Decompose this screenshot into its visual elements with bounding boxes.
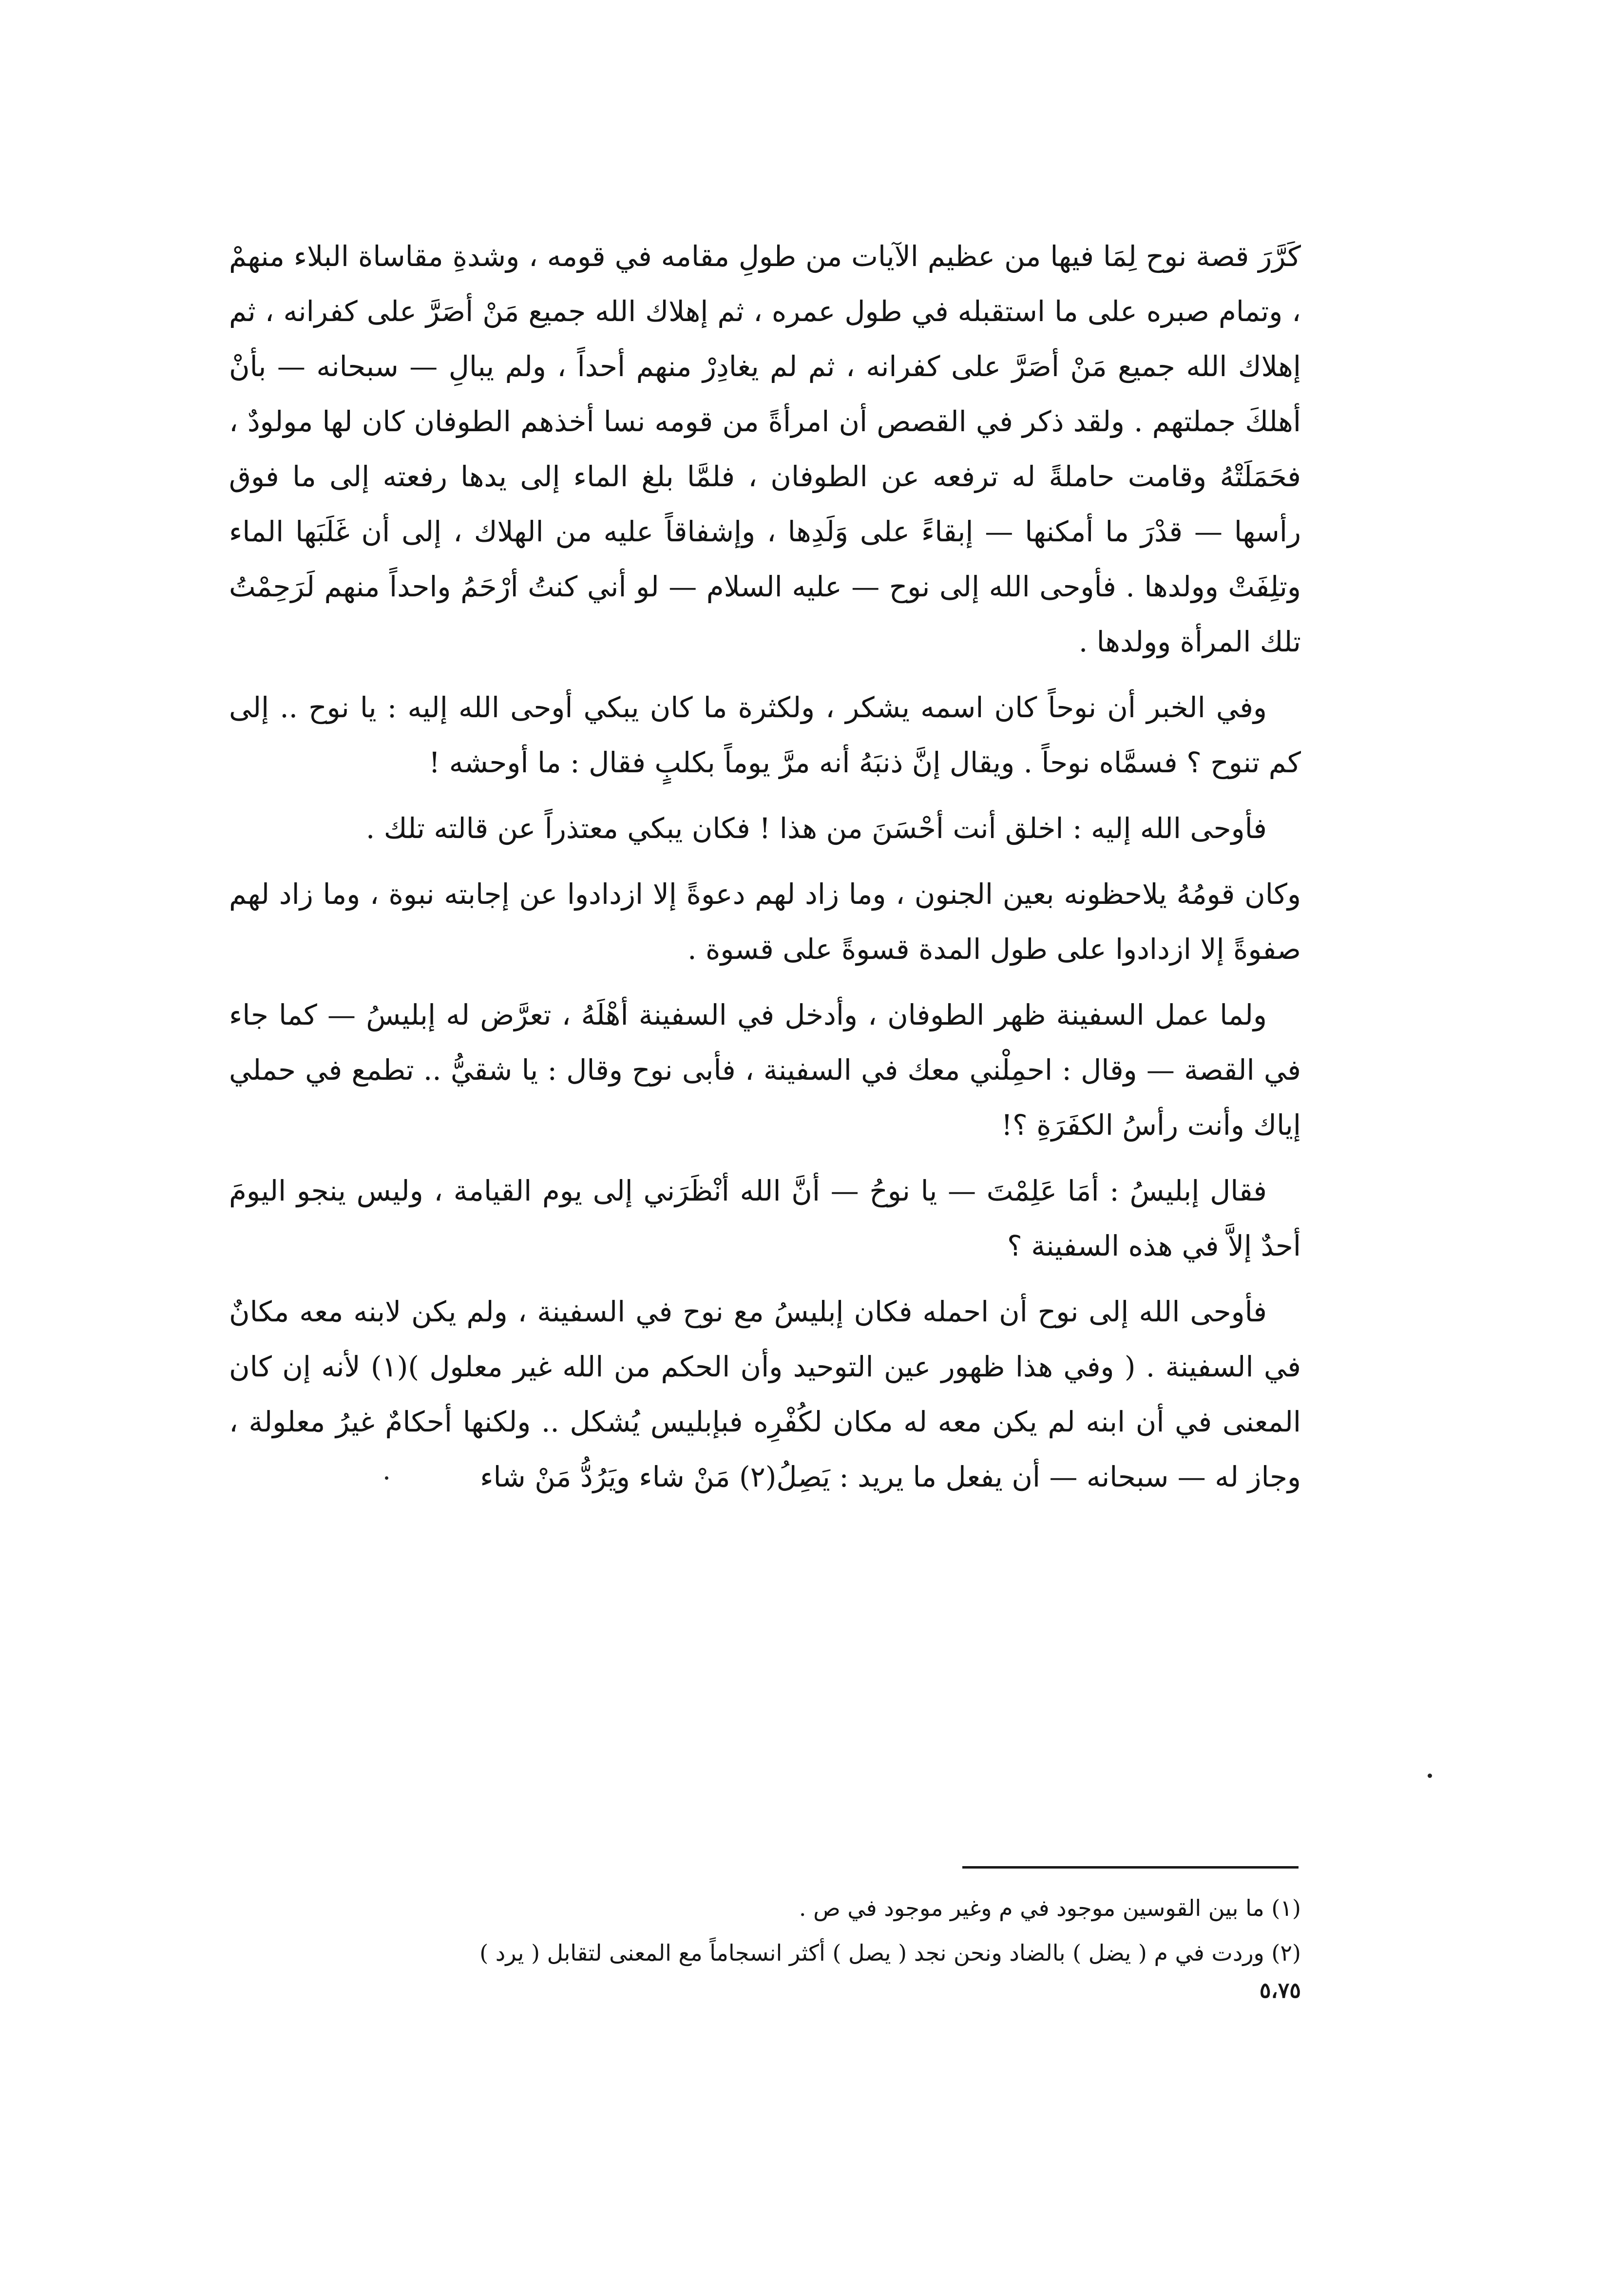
footnote-separator [962,1866,1299,1869]
scan-speck [1428,1774,1432,1778]
footnote-1: (١) ما بين القوسين موجود في م وغير موجود في ص . [799,1895,1301,1921]
paragraph-2: وفي الخبر أن نوحاً كان اسمه يشكر ، ولكثرة ما كان يبكي أوحى الله إليه : يا نوح .. إلى كم تنوح ؟ فسمَّاه نوحاً . ويقال إنَّ ذنبَهُ أنه مرَّ يوماً بكلبٍ فقال : ما أوحشه ! [229,691,1301,779]
paragraph-1: كَرَّرَ قصة نوح لِمَا فيها من عظيم الآيات من طولِ مقامه في قومه ، وشدةِ مقاساة البلاء منهمْ ، وتمام صبره على ما استقبله في طول عمره ، ثم إهلاك الله جميع مَنْ أصَرَّ على كفرانه ، ثم إهلاك الله جميع مَنْ أصَرَّ على كفرانه ، ثم لم يغادِرْ منهم أحداً ، ولم يبالِ — سبحانه — بأنْ أهلكَ جملتهم . ولقد ذكر في القصص أن امرأةً من قومه نسا أخذهم الطوفان كان لها مولودٌ ، فحَمَلَتْهُ وقامت حاملةً له ترفعه عن الطوفان ، فلمَّا بلغ الماء إلى يدها رفعته إلى ما فوق رأسها — قدْرَ ما أمكنها — إبقاءً على وَلَدِها ، وإشفاقاً عليه من الهلاك ، إلى أن غَلَبَها الماء وتلِفَتْ وولدها . فأوحى الله إلى نوح — عليه السلام — لو أني كنتُ أرْحَمُ واحداً منهم لَرَحِمْتُ تلك المرأة وولدها . [229,240,1301,658]
paragraph-4: وكان قومُهُ يلاحظونه بعين الجنون ، وما زاد لهم دعوةً إلا ازدادوا عن إجابته نبوة ، وما زاد لهم صفوةً إلا ازدادوا على طول المدة قسوةً على قسوة . [229,878,1301,966]
paragraph-5: ولما عمل السفينة ظهر الطوفان ، وأدخل في السفينة أهْلَهُ ، تعرَّض له إبليسُ — كما جاء في القصة — وقال : احمِلْني معك في السفينة ، فأبى نوح وقال : يا شقيُّ .. تطمع في حملي إياك وأنت رأسُ الكفَرَةِ ؟! [229,998,1301,1142]
footnote-2: (٢) وردت في م ( يضل ) بالضاد ونحن نجد ( يصل ) أكثر انسجاماً مع المعنى لتقابل ( يرد ) [479,1940,1301,1966]
paragraph-6: فقال إبليسُ : أمَا عَلِمْتَ — يا نوحُ — أنَّ الله أنْظَرَني إلى يوم القيامة ، وليس ينجو اليومَ أحدٌ إلاَّ في هذه السفينة ؟ [229,1174,1301,1262]
main-text [229,229,1301,1515]
scan-speck [385,1476,388,1480]
footnotes [229,1886,1301,1975]
paragraph-7: فأوحى الله إلى نوح أن احمله فكان إبليسُ مع نوح في السفينة ، ولم يكن لابنه معه مكانٌ في السفينة . ( وفي هذا ظهور عين التوحيد وأن الحكم من الله غير معلول )(١) لأنه إن كان المعنى في أن ابنه لم يكن معه له مكان لكُفْرِه فبإبليس يُشكل .. ولكنها أحكامٌ غيرُ معلولة ، وجاز له — سبحانه — أن يفعل ما يريد : يَصِلُ(٢) مَنْ شاء ويَرُدُّ مَنْ شاء [229,1295,1301,1493]
paragraph-3: فأوحى الله إليه : اخلق أنت أحْسَنَ من هذا ! فكان يبكي معتذراً عن قالته تلك . [365,812,1267,845]
page-folio: ٥،٧٥ [1259,1978,1301,2003]
